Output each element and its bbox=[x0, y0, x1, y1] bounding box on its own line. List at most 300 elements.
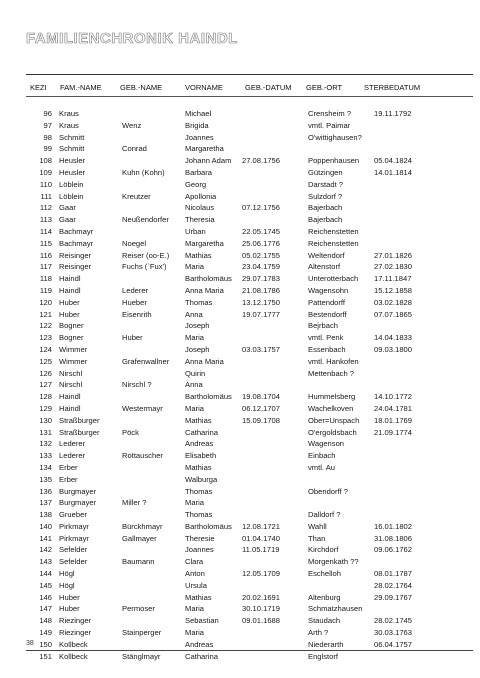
cell-geb-ort: vmtl. Paimar bbox=[308, 120, 351, 130]
table-row bbox=[0, 332, 480, 344]
cell-fam-name: Heusler bbox=[59, 156, 86, 166]
cell-fam-name: Gaar bbox=[59, 215, 76, 225]
cell-kezi: 136 bbox=[39, 486, 52, 496]
cell-vorname: Anna Maria bbox=[185, 285, 224, 295]
cell-fam-name: Kollbeck bbox=[59, 651, 88, 661]
table-header bbox=[0, 83, 480, 95]
cell-vorname: Anna Maria bbox=[185, 356, 224, 366]
cell-kezi: 112 bbox=[39, 203, 52, 213]
table-row bbox=[0, 615, 480, 627]
cell-vorname: Joseph bbox=[185, 344, 210, 354]
cell-vorname: Walburga bbox=[185, 474, 218, 484]
cell-sterbedatum: 15.12.1858 bbox=[374, 285, 413, 295]
cell-sterbedatum: 27.01.1826 bbox=[374, 250, 413, 260]
cell-vorname: Urban bbox=[185, 226, 206, 236]
cell-vorname: Brigida bbox=[185, 120, 209, 130]
cell-geb-datum: 29.07.1783 bbox=[242, 274, 281, 284]
table-row bbox=[0, 497, 480, 509]
cell-fam-name: Reisinger bbox=[59, 250, 92, 260]
cell-vorname: Joannes bbox=[185, 545, 214, 555]
cell-geb-ort: Dalldorf ? bbox=[308, 510, 341, 520]
cell-geb-ort: Wahll bbox=[308, 521, 327, 531]
cell-fam-name: Pirkmayr bbox=[59, 521, 89, 531]
cell-vorname: Catharina bbox=[185, 651, 218, 661]
cell-kezi: 116 bbox=[39, 250, 52, 260]
cell-geb-datum: 21.08.1786 bbox=[242, 285, 281, 295]
cell-geb-name: Stainperger bbox=[122, 628, 162, 638]
cell-geb-name: Rottauscher bbox=[122, 451, 163, 461]
cell-fam-name: Bogner bbox=[59, 333, 84, 343]
table-row bbox=[0, 592, 480, 604]
cell-sterbedatum: 28.02.1764 bbox=[374, 580, 413, 590]
cell-geb-ort: Bejrbach bbox=[308, 321, 338, 331]
cell-geb-name: Nirschl ? bbox=[122, 380, 152, 390]
cell-fam-name: Högl bbox=[59, 569, 75, 579]
cell-kezi: 98 bbox=[43, 132, 52, 142]
cell-fam-name: Erber bbox=[59, 462, 78, 472]
header-divider bbox=[26, 96, 473, 97]
cell-geb-ort: Than bbox=[308, 533, 326, 543]
cell-geb-datum: 13.12.1750 bbox=[242, 297, 281, 307]
cell-fam-name: Kraus bbox=[59, 120, 79, 130]
cell-geb-name: Wenz bbox=[122, 120, 142, 130]
cell-fam-name: Haindl bbox=[59, 285, 81, 295]
cell-fam-name: Högl bbox=[59, 580, 75, 590]
cell-geb-ort: Pattendorff bbox=[308, 297, 346, 307]
cell-geb-ort: Morgenkath ?? bbox=[308, 557, 359, 567]
cell-fam-name: Riezinger bbox=[59, 628, 92, 638]
cell-geb-name: Kuhn (Kohn) bbox=[122, 167, 165, 177]
cell-geb-name: Bürckhmayr bbox=[122, 521, 163, 531]
table-row bbox=[0, 285, 480, 297]
cell-fam-name: Huber bbox=[59, 592, 80, 602]
cell-kezi: 124 bbox=[39, 344, 52, 354]
cell-geb-datum: 07.12.1756 bbox=[242, 203, 281, 213]
cell-geb-datum: 09.01.1688 bbox=[242, 616, 281, 626]
cell-vorname: Maria bbox=[185, 628, 204, 638]
cell-vorname: Georg bbox=[185, 179, 207, 189]
cell-geb-name: Noegel bbox=[122, 238, 147, 248]
cell-kezi: 137 bbox=[39, 498, 52, 508]
cell-fam-name: Straßburger bbox=[59, 415, 100, 425]
table-row bbox=[0, 309, 480, 321]
cell-geb-datum: 12.05.1709 bbox=[242, 569, 281, 579]
table-row bbox=[0, 214, 480, 226]
cell-sterbedatum: 28.02.1745 bbox=[374, 616, 413, 626]
cell-geb-ort: Altenstorf bbox=[308, 262, 341, 272]
cell-fam-name: Schmitt bbox=[59, 144, 85, 154]
cell-kezi: 148 bbox=[39, 616, 52, 626]
cell-kezi: 122 bbox=[39, 321, 52, 331]
cell-vorname: Clara bbox=[185, 557, 204, 567]
cell-geb-name: Grafenwallner bbox=[122, 356, 170, 366]
cell-vorname: Maria bbox=[185, 604, 204, 614]
cell-kezi: 142 bbox=[39, 545, 52, 555]
table-row bbox=[0, 556, 480, 568]
cell-fam-name: Riezinger bbox=[59, 616, 92, 626]
cell-kezi: 144 bbox=[39, 569, 52, 579]
cell-kezi: 123 bbox=[39, 333, 52, 343]
table-row bbox=[0, 521, 480, 533]
top-divider bbox=[26, 74, 473, 75]
cell-geb-ort: Unterotterbach bbox=[308, 274, 359, 284]
cell-sterbedatum: 06.04.1757 bbox=[374, 639, 413, 649]
cell-fam-name: Sefelder bbox=[59, 545, 88, 555]
cell-geb-datum: 03.03.1757 bbox=[242, 344, 281, 354]
table-row bbox=[0, 462, 480, 474]
cell-fam-name: Wimmer bbox=[59, 344, 88, 354]
cell-sterbedatum: 24.04.1781 bbox=[374, 403, 413, 413]
cell-sterbedatum: 09.06.1762 bbox=[374, 545, 413, 555]
table-row bbox=[0, 544, 480, 556]
table-row bbox=[0, 202, 480, 214]
cell-kezi: 132 bbox=[39, 439, 52, 449]
table-row bbox=[0, 580, 480, 592]
cell-geb-ort: vmtl. Penk bbox=[308, 333, 344, 343]
cell-geb-name: Baumann bbox=[122, 557, 155, 567]
cell-fam-name: Huber bbox=[59, 297, 80, 307]
cell-geb-ort: Reichenstetten bbox=[308, 238, 359, 248]
cell-kezi: 146 bbox=[39, 592, 52, 602]
cell-sterbedatum: 27.02.1830 bbox=[374, 262, 413, 272]
cell-geb-datum: 05.02.1755 bbox=[242, 250, 281, 260]
cell-geb-datum: 11.05.1719 bbox=[242, 545, 280, 555]
cell-fam-name: Löblein bbox=[59, 191, 84, 201]
table-row bbox=[0, 143, 480, 155]
table-row bbox=[0, 474, 480, 486]
cell-geb-ort: Gützingen bbox=[308, 167, 343, 177]
cell-geb-ort: Bajerbach bbox=[308, 215, 343, 225]
cell-fam-name: Bachmayr bbox=[59, 226, 94, 236]
cell-kezi: 140 bbox=[39, 521, 52, 531]
cell-geb-datum: 01.04.1740 bbox=[242, 533, 281, 543]
cell-vorname: Maria bbox=[185, 262, 204, 272]
cell-vorname: Anton bbox=[185, 569, 205, 579]
cell-sterbedatum: 14.10.1772 bbox=[374, 392, 413, 402]
table-row bbox=[0, 344, 480, 356]
cell-geb-name: Huber bbox=[122, 333, 143, 343]
cell-sterbedatum: 14.01.1814 bbox=[374, 167, 413, 177]
cell-vorname: Theresia bbox=[185, 215, 215, 225]
header-geb-datum: GEB.-DATUM bbox=[245, 83, 292, 92]
cell-fam-name: Löblein bbox=[59, 179, 84, 189]
cell-kezi: 96 bbox=[43, 109, 52, 118]
cell-geb-ort: Englstorf bbox=[308, 651, 338, 661]
cell-fam-name: Reisinger bbox=[59, 262, 92, 272]
cell-fam-name: Bachmayr bbox=[59, 238, 94, 248]
cell-vorname: Apollonia bbox=[185, 191, 217, 201]
cell-geb-name: Lederer bbox=[122, 285, 149, 295]
cell-kezi: 147 bbox=[39, 604, 52, 614]
cell-geb-name: Hueber bbox=[122, 297, 147, 307]
cell-geb-name: Westermayr bbox=[122, 403, 163, 413]
cell-fam-name: Haindl bbox=[59, 403, 81, 413]
table-row bbox=[0, 108, 480, 120]
table-row bbox=[0, 320, 480, 332]
cell-kezi: 115 bbox=[39, 238, 52, 248]
cell-vorname: Anna bbox=[185, 309, 203, 319]
cell-kezi: 130 bbox=[39, 415, 52, 425]
cell-geb-datum: 20.02.1691 bbox=[242, 592, 281, 602]
cell-kezi: 128 bbox=[39, 392, 52, 402]
table-row bbox=[0, 627, 480, 639]
cell-geb-ort: Darstadt ? bbox=[308, 179, 344, 189]
cell-geb-name: Pöck bbox=[122, 427, 139, 437]
table-row bbox=[0, 356, 480, 368]
cell-sterbedatum: 08.01.1787 bbox=[374, 569, 413, 579]
cell-fam-name: Wimmer bbox=[59, 356, 88, 366]
cell-fam-name: Heusler bbox=[59, 167, 86, 177]
table-row bbox=[0, 509, 480, 521]
cell-geb-ort: Sulzdorf ? bbox=[308, 191, 343, 201]
cell-geb-name: Stänglmayr bbox=[122, 651, 161, 661]
cell-kezi: 134 bbox=[39, 462, 52, 472]
cell-vorname: Thomas bbox=[185, 486, 213, 496]
cell-geb-name: Reiser (oo-E.) bbox=[122, 250, 170, 260]
cell-geb-datum: 27.08.1756 bbox=[242, 156, 281, 166]
cell-geb-ort: Reichenstetten bbox=[308, 226, 359, 236]
cell-vorname: Bartholomäus bbox=[185, 274, 232, 284]
cell-geb-ort: Kirchdorf bbox=[308, 545, 339, 555]
cell-kezi: 119 bbox=[39, 285, 52, 295]
cell-geb-ort: vmtl. Hankofen bbox=[308, 356, 359, 366]
cell-fam-name: Haindl bbox=[59, 392, 81, 402]
cell-kezi: 121 bbox=[39, 309, 52, 319]
table-row bbox=[0, 261, 480, 273]
table-row bbox=[0, 191, 480, 203]
cell-fam-name: Bogner bbox=[59, 321, 84, 331]
header-vorname: VORNAME bbox=[185, 83, 223, 92]
cell-fam-name: Sefelder bbox=[59, 557, 88, 567]
cell-geb-datum: 22.05.1745 bbox=[242, 226, 281, 236]
cell-kezi: 120 bbox=[39, 297, 52, 307]
cell-kezi: 143 bbox=[39, 557, 52, 567]
cell-vorname: Andreas bbox=[185, 439, 214, 449]
cell-geb-ort: Obendorff ? bbox=[308, 486, 348, 496]
cell-fam-name: Erber bbox=[59, 474, 78, 484]
cell-kezi: 127 bbox=[39, 380, 52, 390]
table-row bbox=[0, 297, 480, 309]
cell-vorname: Mathias bbox=[185, 592, 212, 602]
cell-vorname: Thomas bbox=[185, 510, 213, 520]
cell-vorname: Quirin bbox=[185, 368, 206, 378]
cell-vorname: Margaretha bbox=[185, 144, 224, 154]
cell-geb-datum: 15.09.1708 bbox=[242, 415, 281, 425]
cell-geb-datum: 06.12.1707 bbox=[242, 403, 281, 413]
cell-geb-datum: 23.04.1759 bbox=[242, 262, 281, 272]
cell-vorname: Barbara bbox=[185, 167, 213, 177]
table-row bbox=[0, 238, 480, 250]
cell-kezi: 151 bbox=[39, 651, 52, 661]
cell-kezi: 138 bbox=[39, 510, 52, 520]
cell-fam-name: Gaar bbox=[59, 203, 76, 213]
cell-sterbedatum: 03.02.1828 bbox=[374, 297, 413, 307]
header-geb-name: GEB.-NAME bbox=[120, 83, 163, 92]
cell-geb-ort: O'wittighausen? bbox=[308, 132, 362, 142]
table-row bbox=[0, 120, 480, 132]
cell-geb-ort: Staudach bbox=[308, 616, 341, 626]
cell-sterbedatum: 14.04.1833 bbox=[374, 333, 413, 343]
cell-vorname: Nicolaus bbox=[185, 203, 215, 213]
table-row bbox=[0, 368, 480, 380]
cell-sterbedatum: 09.03.1800 bbox=[374, 344, 413, 354]
cell-geb-ort: Arth ? bbox=[308, 628, 329, 638]
cell-geb-ort: Niederarth bbox=[308, 639, 344, 649]
cell-vorname: Sebastian bbox=[185, 616, 219, 626]
cell-kezi: 141 bbox=[39, 533, 52, 543]
cell-vorname: Johann Adam bbox=[185, 156, 232, 166]
cell-vorname: Joseph bbox=[185, 321, 210, 331]
cell-vorname: Michael bbox=[185, 109, 212, 118]
cell-kezi: 111 bbox=[40, 191, 52, 201]
cell-fam-name: Straßburger bbox=[59, 427, 100, 437]
cell-geb-ort: Eschelloh bbox=[308, 569, 341, 579]
cell-fam-name: Kollbeck bbox=[59, 639, 88, 649]
cell-kezi: 125 bbox=[39, 356, 52, 366]
cell-fam-name: Nirschl bbox=[59, 368, 83, 378]
cell-geb-datum: 25.06.1776 bbox=[242, 238, 281, 248]
header-kezi: KEZI bbox=[30, 83, 47, 92]
table-row bbox=[0, 427, 480, 439]
cell-vorname: Mathias bbox=[185, 250, 212, 260]
cell-fam-name: Grueber bbox=[59, 510, 87, 520]
cell-geb-ort: Essenbach bbox=[308, 344, 346, 354]
cell-kezi: 131 bbox=[39, 427, 52, 437]
cell-vorname: Ursula bbox=[185, 580, 207, 590]
cell-kezi: 117 bbox=[39, 262, 52, 272]
cell-sterbedatum: 16.01.1802 bbox=[374, 521, 413, 531]
cell-sterbedatum: 31.08.1806 bbox=[374, 533, 413, 543]
cell-geb-name: Neußendorfer bbox=[122, 215, 169, 225]
cell-geb-ort: Altenburg bbox=[308, 592, 341, 602]
cell-vorname: Catharina bbox=[185, 427, 218, 437]
cell-geb-datum: 19.08.1704 bbox=[242, 392, 281, 402]
cell-geb-ort: Bajerbach bbox=[308, 203, 343, 213]
cell-sterbedatum: 18.01.1769 bbox=[374, 415, 413, 425]
table-row bbox=[0, 379, 480, 391]
cell-kezi: 133 bbox=[39, 451, 52, 461]
cell-vorname: Thomas bbox=[185, 297, 213, 307]
table-row bbox=[0, 167, 480, 179]
cell-kezi: 149 bbox=[39, 628, 52, 638]
cell-kezi: 109 bbox=[39, 167, 52, 177]
cell-kezi: 113 bbox=[39, 215, 52, 225]
table-row bbox=[0, 415, 480, 427]
cell-fam-name: Nirschl bbox=[59, 380, 83, 390]
cell-geb-ort: Wachelkoven bbox=[308, 403, 354, 413]
cell-geb-datum: 12.08.1721 bbox=[242, 521, 281, 531]
table-body bbox=[0, 108, 480, 662]
cell-fam-name: Huber bbox=[59, 604, 80, 614]
cell-fam-name: Burgmayer bbox=[59, 498, 97, 508]
cell-vorname: Mathias bbox=[185, 462, 212, 472]
table-row bbox=[0, 651, 480, 663]
cell-vorname: Maria bbox=[185, 333, 204, 343]
page-title: FAMILIENCHRONIK HAINDL bbox=[26, 30, 238, 47]
cell-vorname: Joannes bbox=[185, 132, 214, 142]
cell-vorname: Anna bbox=[185, 380, 203, 390]
cell-fam-name: Kraus bbox=[59, 109, 79, 118]
table-row bbox=[0, 179, 480, 191]
cell-sterbedatum: 21.09.1774 bbox=[374, 427, 413, 437]
table-row bbox=[0, 250, 480, 262]
cell-vorname: Maria bbox=[185, 403, 204, 413]
cell-geb-ort: Mettenbach ? bbox=[308, 368, 355, 378]
table-row bbox=[0, 226, 480, 238]
cell-kezi: 97 bbox=[43, 120, 52, 130]
cell-fam-name: Haindl bbox=[59, 274, 81, 284]
cell-fam-name: Lederer bbox=[59, 439, 86, 449]
cell-sterbedatum: 29.09.1767 bbox=[374, 592, 413, 602]
cell-geb-ort: Weltendorf bbox=[308, 250, 345, 260]
table-row bbox=[0, 132, 480, 144]
cell-geb-ort: Hummelsberg bbox=[308, 392, 356, 402]
table-row bbox=[0, 486, 480, 498]
cell-vorname: Elisabeth bbox=[185, 451, 217, 461]
cell-vorname: Maria bbox=[185, 498, 204, 508]
header-fam-name: FAM.-NAME bbox=[60, 83, 102, 92]
cell-geb-datum: 30.10.1719 bbox=[242, 604, 281, 614]
cell-geb-ort: Bestendorff bbox=[308, 309, 347, 319]
cell-vorname: Bartholomäus bbox=[185, 521, 232, 531]
cell-geb-datum: 19.07.1777 bbox=[242, 309, 281, 319]
table-row bbox=[0, 155, 480, 167]
page-number: 38 bbox=[26, 640, 34, 647]
cell-fam-name: Pirkmayr bbox=[59, 533, 89, 543]
cell-geb-name: Gallmayer bbox=[122, 533, 157, 543]
cell-geb-ort: Ober=Unspach bbox=[308, 415, 360, 425]
cell-geb-name: Fuchs (`Fux') bbox=[122, 262, 167, 272]
cell-vorname: Bartholomäus bbox=[185, 392, 232, 402]
cell-fam-name: Burgmayer bbox=[59, 486, 97, 496]
cell-fam-name: Schmitt bbox=[59, 132, 85, 142]
cell-sterbedatum: 19.11.1792 bbox=[374, 109, 412, 118]
table-row bbox=[0, 438, 480, 450]
cell-vorname: Margaretha bbox=[185, 238, 224, 248]
cell-kezi: 110 bbox=[39, 179, 52, 189]
header-sterbedatum: STERBEDATUM bbox=[364, 83, 421, 92]
cell-sterbedatum: 05.04.1824 bbox=[374, 156, 413, 166]
table-row bbox=[0, 391, 480, 403]
cell-geb-name: Conrad bbox=[122, 144, 147, 154]
cell-geb-ort: Crensheim ? bbox=[308, 109, 352, 118]
cell-geb-name: Permoser bbox=[122, 604, 155, 614]
header-geb-ort: GEB.-ORT bbox=[306, 83, 343, 92]
cell-geb-ort: Wagenson bbox=[308, 439, 345, 449]
cell-kezi: 150 bbox=[39, 639, 52, 649]
cell-geb-name: Miller ? bbox=[122, 498, 147, 508]
cell-sterbedatum: 30.03.1763 bbox=[374, 628, 413, 638]
table-row bbox=[0, 273, 480, 285]
cell-geb-ort: Poppenhausen bbox=[308, 156, 360, 166]
table-row bbox=[0, 568, 480, 580]
cell-vorname: Theresie bbox=[185, 533, 215, 543]
cell-vorname: Andreas bbox=[185, 639, 214, 649]
cell-geb-ort: Einbach bbox=[308, 451, 336, 461]
cell-fam-name: Lederer bbox=[59, 451, 86, 461]
cell-geb-ort: Wagensohn bbox=[308, 285, 349, 295]
table-row bbox=[0, 603, 480, 615]
table-row bbox=[0, 639, 480, 651]
table-row bbox=[0, 403, 480, 415]
cell-vorname: Mathias bbox=[185, 415, 212, 425]
cell-geb-ort: vmtl. Au bbox=[308, 462, 336, 472]
cell-geb-ort: O'ergoldsbach bbox=[308, 427, 357, 437]
bottom-divider bbox=[26, 650, 473, 651]
cell-geb-name: Eisenrith bbox=[122, 309, 152, 319]
cell-kezi: 145 bbox=[39, 580, 52, 590]
cell-geb-name: Kreutzer bbox=[122, 191, 151, 201]
